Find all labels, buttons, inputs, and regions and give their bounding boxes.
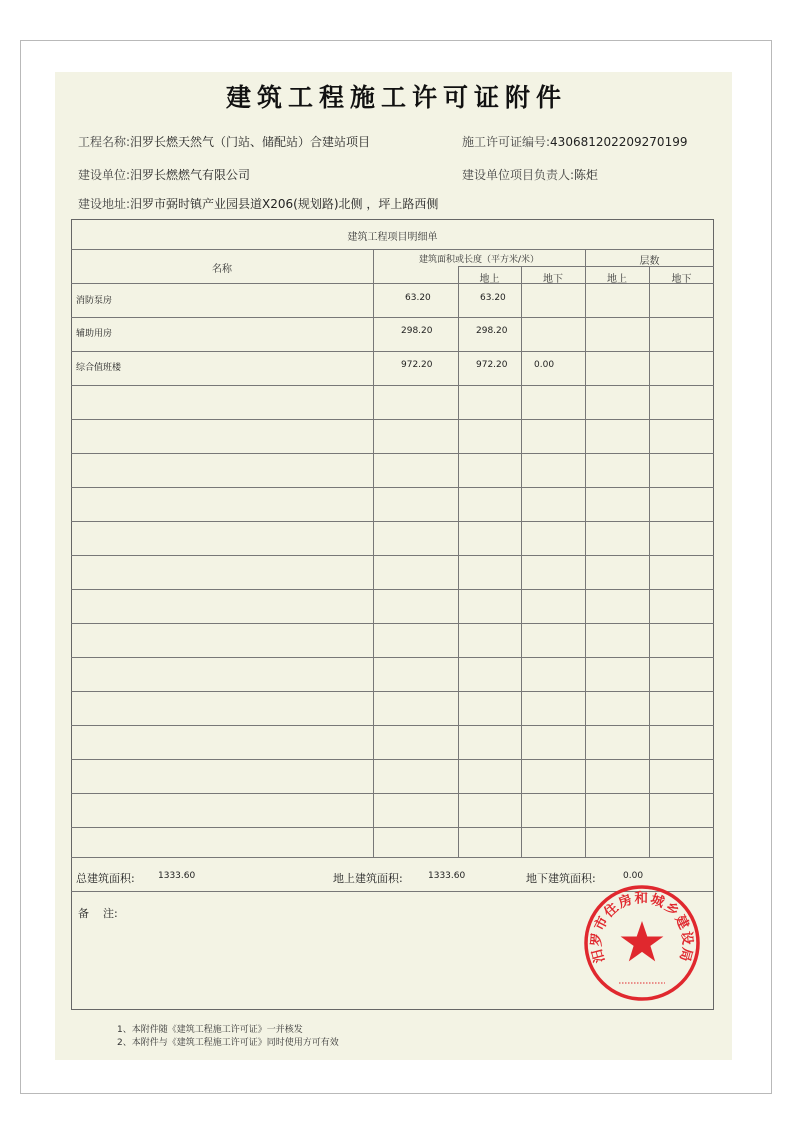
- grid-row-line: [71, 759, 714, 760]
- project-manager-value: 陈炬: [574, 168, 599, 182]
- project-name-label: 工程名称:: [78, 135, 131, 149]
- project-manager-label: 建设单位项目负责人:: [462, 168, 575, 182]
- row3-above: 972.20: [476, 360, 508, 370]
- star-icon: [621, 921, 664, 961]
- grid-row-line: [71, 249, 714, 250]
- grid-row-line: [71, 623, 714, 624]
- project-manager-row: [462, 166, 598, 183]
- below-area-label: 地下建筑面积:: [526, 872, 596, 885]
- grid-row-line: [71, 589, 714, 590]
- project-name-value: 汨罗长燃天然气（门站、储配站）合建站项目: [130, 135, 371, 149]
- header-area: 建筑面积或长度（平方米/米）: [418, 255, 540, 265]
- grid-row-line: [71, 555, 714, 556]
- permit-number-row: [462, 133, 687, 150]
- grid-row-line: [71, 857, 714, 858]
- header-floors: 层数: [639, 256, 660, 267]
- grid-row-line: [71, 385, 714, 386]
- construction-address-label: 建设地址:: [78, 197, 131, 211]
- grid-column-line: [373, 249, 374, 857]
- grid-row-line: [71, 725, 714, 726]
- row1-name: 消防泵房: [76, 296, 113, 306]
- construction-unit-value: 汨罗长燃燃气有限公司: [130, 168, 251, 182]
- row3-area: 972.20: [401, 360, 433, 370]
- row1-area: 63.20: [405, 293, 431, 303]
- total-area-label: 总建筑面积:: [76, 872, 135, 885]
- grid-row-line: [71, 521, 714, 522]
- grid-column-line: [521, 266, 522, 857]
- note-2: 2、本附件与《建筑工程施工许可证》同时使用方可有效: [117, 1038, 339, 1048]
- remarks-label: 备 注:: [78, 907, 118, 920]
- row3-name: 综合值班楼: [76, 363, 122, 373]
- table-caption: 建筑工程项目明细单: [347, 232, 438, 243]
- row2-name: 辅助用房: [76, 329, 113, 339]
- header-area-above: 地上: [479, 274, 500, 285]
- permit-number-value: 430681202209270199: [550, 135, 688, 149]
- construction-unit-label: 建设单位:: [78, 168, 131, 182]
- above-area-label: 地上建筑面积:: [333, 872, 403, 885]
- header-floors-above: 地上: [607, 274, 627, 285]
- grid-column-line: [649, 266, 650, 857]
- construction-address-row: [78, 195, 438, 212]
- row3-below: 0.00: [534, 360, 555, 370]
- header-area-below: 地下: [543, 274, 563, 285]
- document-title: 建筑工程施工许可证附件: [225, 83, 567, 112]
- construction-address-value: 汨罗市弼时镇产业园县道X206(规划路)北侧 ，坪上路西侧: [130, 197, 439, 211]
- header-floors-below: 地下: [671, 274, 692, 285]
- project-name-row: [78, 133, 370, 150]
- grid-row-line: [71, 827, 714, 828]
- grid-column-line: [585, 249, 586, 857]
- grid-row-line: [71, 317, 714, 318]
- grid-row-line: [71, 487, 714, 488]
- below-area-value: 0.00: [623, 871, 644, 881]
- grid-row-line: [71, 351, 714, 352]
- above-area-value: 1333.60: [428, 871, 466, 881]
- header-name: 名称: [212, 264, 232, 275]
- grid-row-line: [71, 419, 714, 420]
- row2-above: 298.20: [476, 326, 508, 336]
- grid-row-line: [71, 691, 714, 692]
- seal-text: 汨罗市住房和城乡建设局: [588, 890, 696, 965]
- note-1: 1、本附件随《建筑工程施工许可证》一并核发: [117, 1025, 303, 1035]
- grid-row-line: [71, 453, 714, 454]
- construction-unit-row: [78, 166, 250, 183]
- permit-number-label: 施工许可证编号:: [462, 135, 551, 149]
- row2-area: 298.20: [401, 326, 433, 336]
- total-area-value: 1333.60: [158, 871, 196, 881]
- official-seal: [583, 884, 701, 1002]
- grid-row-line: [71, 793, 714, 794]
- grid-column-line: [458, 266, 459, 857]
- row1-above: 63.20: [480, 293, 506, 303]
- grid-row-line: [71, 657, 714, 658]
